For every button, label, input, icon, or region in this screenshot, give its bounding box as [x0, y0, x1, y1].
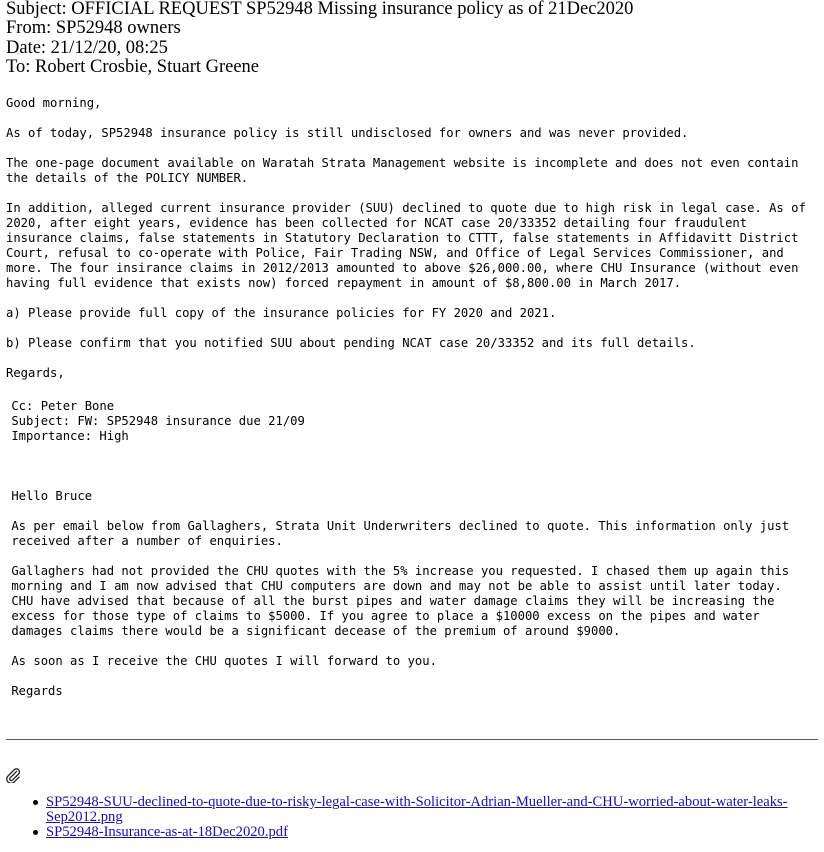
- forwarded-cc: Cc: Peter Bone: [4, 399, 115, 413]
- forwarded-greeting: Hello Bruce: [4, 489, 93, 503]
- body-closing: Regards,: [6, 366, 65, 380]
- body-paragraph-3: In addition, alleged current insurance provider (SUU) declined to quote due to high risk in legal case. As of 2020, after eight years, evidence has been collected for NCAT case 20/33352 detailing four fraudulent insurance claims, false statements in Statutory Declaration to CTTT, false statements in Affidavitt District Court, refusal to co-operate with Police, Fair Trading NSW, and Office of Legal Services Commissioner, and more. The four insirance claims in 2012/2013 amounted to above $26,000.00, where CHU Insurance (without even having full evidence that exists now) forced repayment in amount of $8,800.00 in March 2017.: [6, 201, 814, 290]
- body-greeting: Good morning,: [6, 96, 102, 110]
- email-to: To: Robert Crosbie, Stuart Greene: [6, 56, 260, 77]
- forwarded-importance: Importance: High: [4, 429, 129, 443]
- attachment-link-pdf[interactable]: SP52948-Insurance-as-at-18Dec2020.pdf: [46, 824, 288, 840]
- body-request-b: b) Please confirm that you notified SUU about pending NCAT case 20/33352 and its full details.: [6, 336, 696, 350]
- attachment-item: [30, 795, 810, 825]
- body-request-a: a) Please provide full copy of the insurance policies for FY 2020 and 2021.: [6, 306, 557, 320]
- forwarded-paragraph-1: As per email below from Gallaghers, Strata Unit Underwriters declined to quote. This information only just received after a number of enquiries.: [11, 519, 790, 548]
- email-date: Date: 21/12/20, 08:25: [6, 37, 168, 58]
- attachment-item: [30, 825, 810, 840]
- email-subject: Subject: OFFICIAL REQUEST SP52948 Missing insurance policy as of 21Dec2020: [6, 0, 634, 19]
- forwarded-subject: Subject: FW: SP52948 insurance due 21/09: [4, 414, 305, 428]
- paperclip-icon: [5, 767, 21, 783]
- bullet: [33, 800, 38, 805]
- forwarded-paragraph-3: As soon as I receive the CHU quotes I will forward to you.: [4, 654, 437, 668]
- body-paragraph-1: As of today, SP52948 insurance policy is still undisclosed for owners and was never provided.: [6, 126, 689, 140]
- forwarded-paragraph-2: Gallaghers had not provided the CHU quotes with the 5% increase you requested. I chased them up again this morning and I am now advised that CHU computers are down and may not be able to assist until later today. CHU have advised that because of all the burst pipes and water damage claims they will be increasing the excess for those type of claims to $5000. If you agree to place a $10000 excess on the pipes and water damages claims there would be a significant decease of the premium of around $9000.: [11, 564, 790, 638]
- attachments-divider: [6, 739, 818, 740]
- email-header: [6, 0, 818, 77]
- body-paragraph-2: The one-page document available on Waratah Strata Management website is incomplete and does not even contain the details of the POLICY NUMBER.: [6, 156, 806, 185]
- forwarded-closing: Regards: [4, 684, 63, 698]
- email-from: From: SP52948 owners: [6, 18, 181, 39]
- bullet: [33, 830, 38, 835]
- attachment-link-png[interactable]: SP52948-SUU-declined-to-quote-due-to-risky-legal-case-with-Solicitor-Adrian-Mueller-and-CHU-worried-about-water-leaks-Sep2012.png: [46, 794, 788, 825]
- attachment-list: [30, 795, 810, 840]
